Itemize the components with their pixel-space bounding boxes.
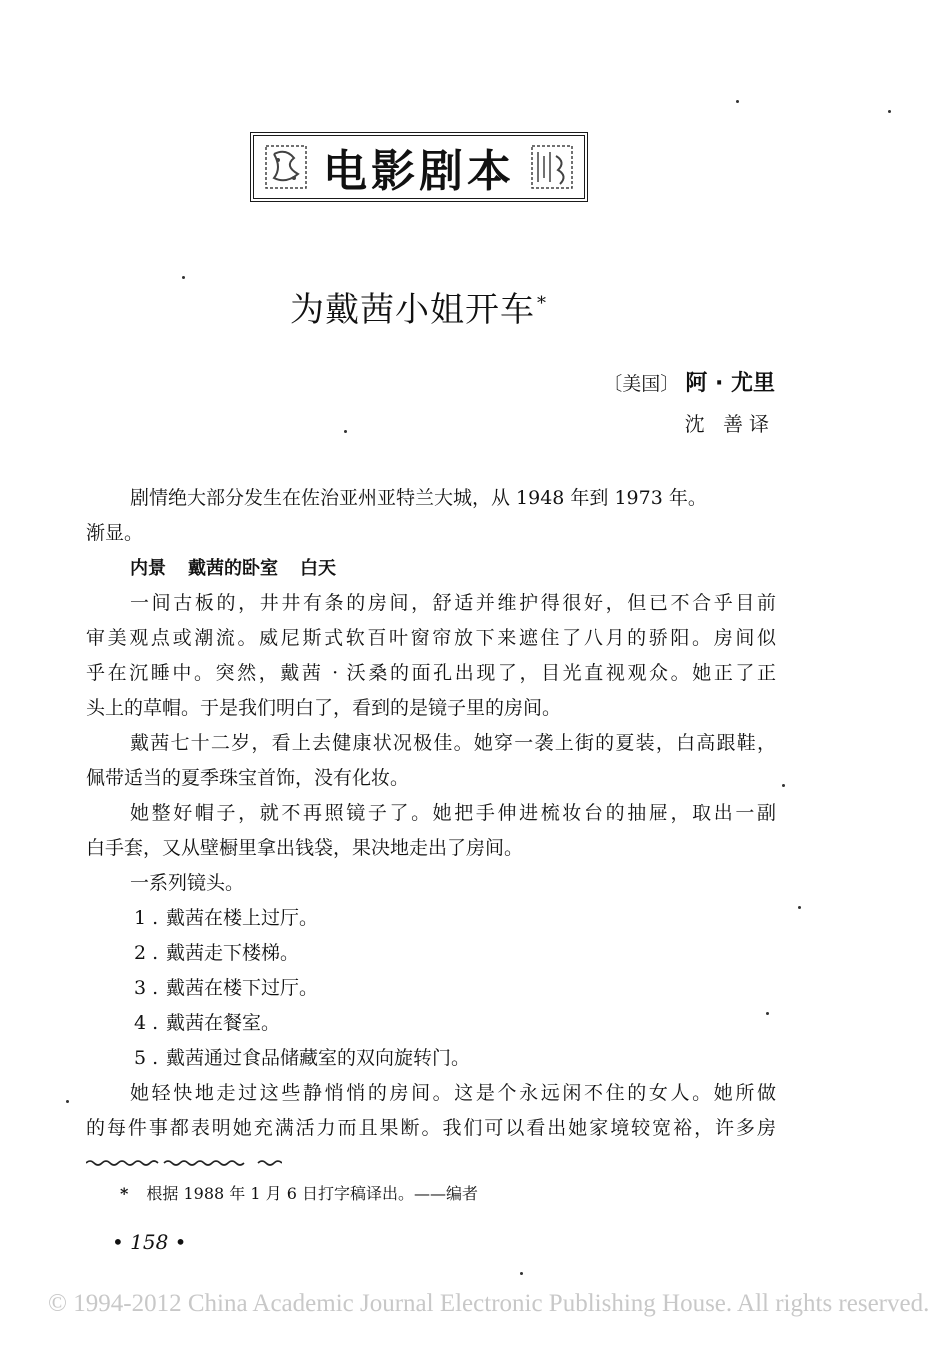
shot-number: 2 .: [134, 942, 159, 964]
shot-text: 戴茜通过食品储藏室的双向旋转门。: [166, 1047, 471, 1069]
paragraph-line: 审美观点或潮流。威尼斯式软百叶窗帘放下来遮住了八月的骄阳。房间似: [86, 627, 776, 649]
fade-in-direction: 渐显。: [86, 522, 144, 544]
shot-item: [86, 936, 776, 971]
author-name: 阿 · 尤里: [685, 371, 775, 396]
paragraph-line: 佩带适当的夏季珠宝首饰，没有化妆。: [86, 767, 410, 789]
paragraph-line: 的每件事都表明她充满活力而且果断。我们可以看出她家境较宽裕，许多房: [86, 1117, 776, 1139]
scan-speck: [888, 110, 891, 113]
scene-time: 白天: [300, 558, 336, 579]
shot-number: 1 .: [134, 907, 159, 929]
article-title-text: 为戴茜小姐开车: [290, 290, 535, 330]
article-title: [290, 282, 547, 331]
scan-speck: [798, 906, 801, 909]
paragraph-rooms: [86, 1076, 776, 1146]
shot-text: 戴茜走下楼梯。: [166, 942, 300, 964]
scan-speck: [782, 784, 785, 787]
paragraph-line: 戴茜七十二岁，看上去健康状况极佳。她穿一袭上街的夏装，白高跟鞋，: [130, 732, 776, 754]
shot-text: 戴茜在餐室。: [166, 1012, 281, 1034]
scene-location-type: 内景: [130, 558, 166, 579]
footnote-separator: [86, 1158, 282, 1168]
footnote-mark: *: [120, 1184, 129, 1203]
scene-heading: [86, 551, 776, 586]
scan-speck: [182, 276, 185, 279]
left-ornament-icon: [264, 144, 308, 190]
shot-item: [86, 1006, 776, 1041]
right-ornament-icon: [530, 144, 574, 190]
paragraph-line: 乎在沉睡中。突然，戴茜 · 沃桑的面孔出现了，目光直视观众。她正了正: [86, 662, 776, 684]
scan-speck: [344, 430, 347, 433]
title-footnote-mark: *: [537, 292, 547, 314]
author-line: [603, 366, 775, 397]
scan-speck: [736, 100, 739, 103]
scan-speck: [766, 1012, 769, 1015]
paragraph-line: 一间古板的，井井有条的房间，舒适并维护得很好，但已不合乎目前: [130, 592, 776, 614]
shot-item: [86, 971, 776, 1006]
translator-line: 沈 善译: [684, 412, 775, 436]
author-country: 〔美国〕: [603, 373, 680, 395]
shot-text: 戴茜在楼上过厅。: [166, 907, 319, 929]
paragraph-line: 头上的草帽。于是我们明白了，看到的是镜子里的房间。: [86, 697, 562, 719]
paragraph-line: 白手套，又从壁橱里拿出钱袋，果决地走出了房间。: [86, 837, 524, 859]
scan-speck: [66, 1100, 69, 1103]
series-of-shots: 一系列镜头。: [130, 872, 245, 894]
intro-paragraph: 剧情绝大部分发生在佐治亚州亚特兰大城，从 1948 年到 1973 年。: [130, 487, 707, 509]
paragraph-line: 她整好帽子，就不再照镜子了。她把手伸进梳妆台的抽屉，取出一副: [130, 802, 776, 824]
footnote-text: 根据 1988 年 1 月 6 日打字稿译出。——编者: [146, 1184, 478, 1203]
scan-speck: [520, 1272, 523, 1275]
paragraph-hat: [86, 796, 776, 866]
paragraph-room: [86, 586, 776, 726]
paragraph-daisy: [86, 726, 776, 796]
shot-number: 4 .: [134, 1012, 159, 1034]
shot-item: [86, 901, 776, 936]
banner-title: 电影剧本: [323, 146, 515, 197]
shot-number: 3 .: [134, 977, 159, 999]
shot-item: [86, 1041, 776, 1076]
shot-list: [86, 901, 776, 1076]
footnote: [120, 1181, 478, 1204]
section-banner: [250, 132, 588, 202]
page-number: • 158 •: [112, 1230, 187, 1254]
shot-number: 5 .: [134, 1047, 159, 1069]
paragraph-line: 她轻快地走过这些静悄悄的房间。这是个永远闲不住的女人。她所做: [130, 1082, 776, 1104]
copyright-watermark: © 1994-2012 China Academic Journal Electronic Publishing House. All rights reserved.: [48, 1290, 930, 1317]
body-text: [86, 481, 776, 1146]
scene-location: 戴茜的卧室: [188, 558, 278, 579]
shot-text: 戴茜在楼下过厅。: [166, 977, 319, 999]
